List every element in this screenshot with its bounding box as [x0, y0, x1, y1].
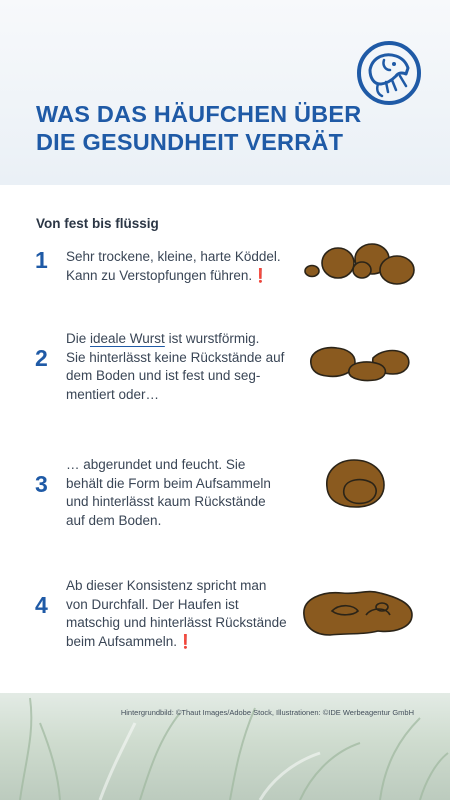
item-text-line — [66, 633, 298, 652]
soft-round-pile-illustration — [322, 455, 392, 510]
diarrhea-puddle-illustration — [300, 585, 420, 640]
item-number: 1 — [35, 247, 48, 273]
item-text-line — [66, 330, 298, 349]
item-number: 2 — [35, 345, 48, 371]
item-text-line: dem Boden und ist fest und seg- — [66, 368, 261, 383]
item-number: 4 — [35, 592, 48, 618]
item-text-line — [66, 267, 298, 286]
title-line-2: DIE GESUNDHEIT VERRÄT — [36, 129, 344, 155]
item-text-part: Kann zu Verstopfungen führen. — [66, 267, 253, 283]
item-text-line: matschig und hinterlässt Rückstände — [66, 615, 287, 630]
dog-and-cat-logo-icon — [356, 40, 422, 106]
item-text-line: Ab dieser Konsistenz spricht man — [66, 578, 267, 593]
image-credit: Hintergrundbild: ©Thaut Images/Adobe Stock, Illustrationen: ©IDE Werbeagentur GmbH — [120, 708, 414, 717]
item-text-line: auf dem Boden. — [66, 512, 162, 528]
exclamation-icon: ❗ — [252, 267, 269, 283]
item-text-part: ist wurstförmig. — [164, 331, 260, 346]
section-subtitle: Von fest bis flüssig — [36, 216, 159, 231]
ideal-sausage-illustration — [305, 340, 415, 385]
item-text-line: Sehr trockene, kleine, harte Köddel. — [66, 249, 281, 264]
item-text-part: beim Aufsammeln. — [66, 633, 178, 649]
hard-pellets-illustration — [300, 238, 420, 290]
item-text — [66, 330, 298, 404]
item-text — [66, 456, 298, 530]
item-text-line: Sie hinterlässt keine Rückstände auf — [66, 349, 285, 365]
item-text-line: behält die Form beim Aufsammeln — [66, 475, 271, 491]
item-text-line: von Durchfall. Der Haufen ist — [66, 596, 239, 612]
item-text-part: Die — [66, 331, 91, 346]
page-title — [36, 100, 376, 156]
item-text-line: mentiert oder… — [66, 386, 160, 402]
highlighted-term: ideale Wurst — [90, 331, 165, 346]
item-text-line: und hinterlässt kaum Rückstände — [66, 494, 266, 509]
item-text — [66, 577, 298, 651]
exclamation-icon: ❗ — [177, 633, 194, 649]
item-text — [66, 248, 298, 285]
item-text-line: … abgerundet und feucht. Sie — [66, 457, 246, 472]
title-line-1: WAS DAS HÄUFCHEN ÜBER — [36, 101, 362, 127]
item-number: 3 — [35, 471, 48, 497]
